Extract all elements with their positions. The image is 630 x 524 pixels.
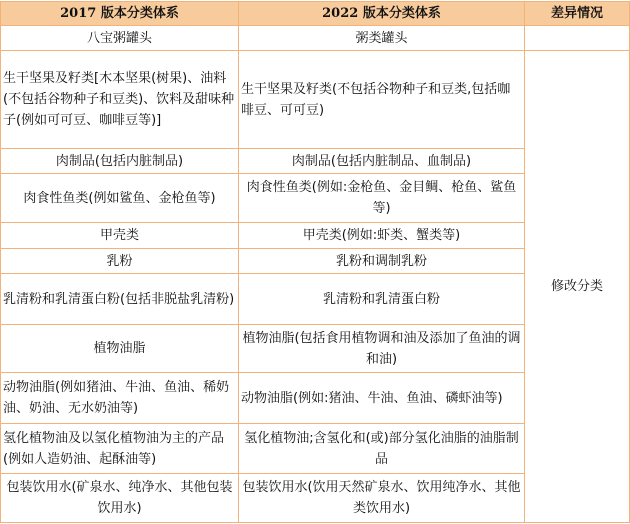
cell-2022: 乳清粉和乳清蛋白粉 [239, 274, 525, 325]
cell-2017: 乳粉 [1, 249, 239, 274]
cell-2017: 肉制品(包括内脏制品) [1, 149, 239, 174]
table-row [1, 26, 630, 51]
cell-2022: 动物油脂(例如:猪油、牛油、鱼油、磷虾油等) [239, 373, 525, 424]
cell-2022: 肉食性鱼类(例如:金枪鱼、金目鲷、枪鱼、鲨鱼等) [239, 174, 525, 222]
cell-difference-main: 修改分类 [525, 51, 630, 523]
cell-2022: 粥类罐头 [239, 26, 525, 51]
cell-2022: 植物油脂(包括食用植物调和油及添加了鱼油的调和油) [239, 324, 525, 372]
cell-2017: 包装饮用水(矿泉水、纯净水、其他包装饮用水) [1, 474, 239, 523]
cell-2017: 生干坚果及籽类[木本坚果(树果)、油料(不包括谷物种子和豆类)、饮料及甜味种子(例如可可豆、咖啡豆等)] [1, 51, 239, 149]
header-difference: 差异情况 [525, 2, 630, 26]
cell-2017: 动物油脂(例如猪油、牛油、鱼油、稀奶油、奶油、无水奶油等) [1, 373, 239, 424]
classification-comparison-table [0, 1, 630, 523]
cell-2017: 肉食性鱼类(例如鲨鱼、金枪鱼等) [1, 174, 239, 222]
cell-2022: 乳粉和调制乳粉 [239, 249, 525, 274]
cell-2017: 八宝粥罐头 [1, 26, 239, 51]
cell-2017: 植物油脂 [1, 324, 239, 372]
table-header-row [1, 2, 630, 26]
cell-2017: 甲壳类 [1, 222, 239, 248]
header-2022: 2022 版本分类体系 [239, 2, 525, 26]
cell-2022: 生干坚果及籽类(不包括谷物种子和豆类,包括咖啡豆、可可豆) [239, 51, 525, 149]
cell-difference-top [525, 26, 630, 51]
cell-2022: 甲壳类(例如:虾类、蟹类等) [239, 222, 525, 248]
header-2017: 2017 版本分类体系 [1, 2, 239, 26]
cell-2022: 包装饮用水(饮用天然矿泉水、饮用纯净水、其他类饮用水) [239, 474, 525, 523]
table-row [1, 51, 630, 149]
cell-2017: 氢化植物油及以氢化植物油为主的产品(例如人造奶油、起酥油等) [1, 423, 239, 474]
cell-2017: 乳清粉和乳清蛋白粉(包括非脱盐乳清粉) [1, 274, 239, 325]
cell-2022: 氢化植物油;含氢化和(或)部分氢化油脂的油脂制品 [239, 423, 525, 474]
cell-2022: 肉制品(包括内脏制品、血制品) [239, 149, 525, 174]
